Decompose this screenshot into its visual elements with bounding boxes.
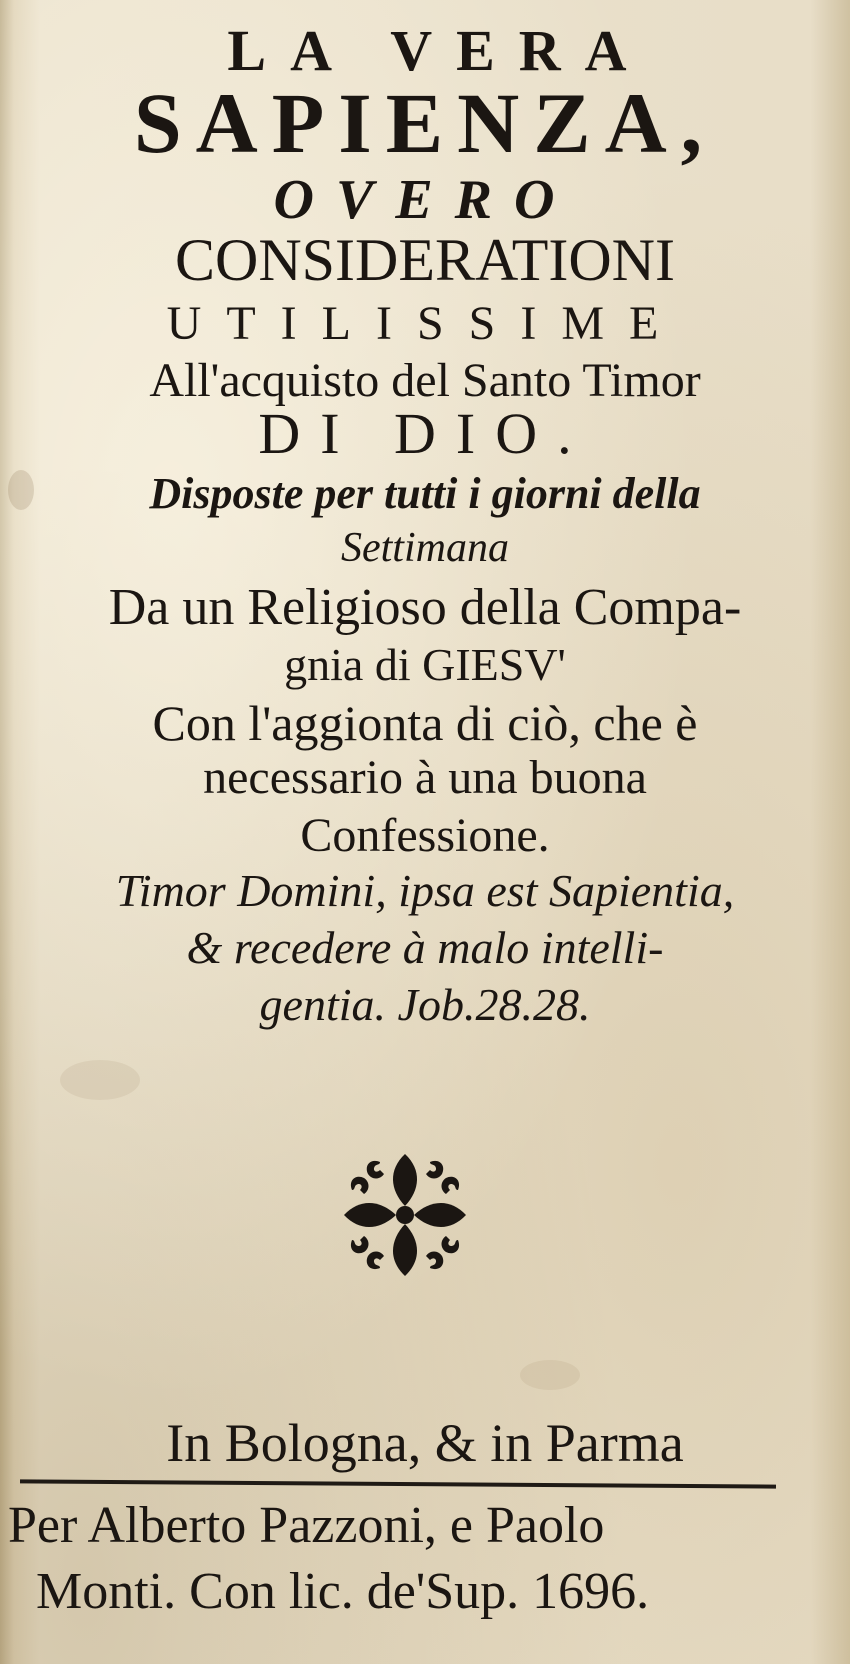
epigraph-line-1: Timor Domini, ipsa est Sapientia, [115,865,735,916]
author-line-1: Da un Religioso della Compa- [108,579,742,636]
title-line-overo: OVERO [273,169,577,231]
subtitle-line-2: Settimana [341,525,509,571]
paper-stain [520,1360,580,1390]
epigraph-line-3: gentia. Job.28.28. [259,979,591,1030]
epigraph-line-2: & recedere à malo intelli- [186,922,664,973]
subtitle-line-1: Disposte per tutti i giorni della [149,469,701,518]
addition-line-2: necessario à una buona [203,751,647,804]
imprint-place: In Bologna, & in Parma [166,1413,684,1473]
author-line-2: gnia di GIESV' [284,639,566,690]
paper-stain [60,1060,140,1100]
title-line-utilissime: UTILISSIME [166,297,684,350]
title-line-la-vera: LA VERA [227,18,651,83]
addition-line-1: Con l'aggionta di ciò, che è [152,695,698,751]
title-line-sapienza: SAPIENZA, [133,75,717,171]
title-line-acquisto: All'acquisto del Santo Timor [149,354,701,407]
imprint-printer-line-1: Per Alberto Pazzoni, e Paolo [8,1497,605,1554]
fleuron-cross-icon [330,1140,480,1290]
title-line-di-dio: DI DIO. [258,401,592,466]
imprint-rule [20,1479,776,1488]
addition-line-3: Confessione. [300,809,550,862]
title-line-considerationi: CONSIDERATIONI [175,227,675,293]
imprint-printer-line-2: Monti. Con lic. de'Sup. 1696. [36,1563,650,1620]
